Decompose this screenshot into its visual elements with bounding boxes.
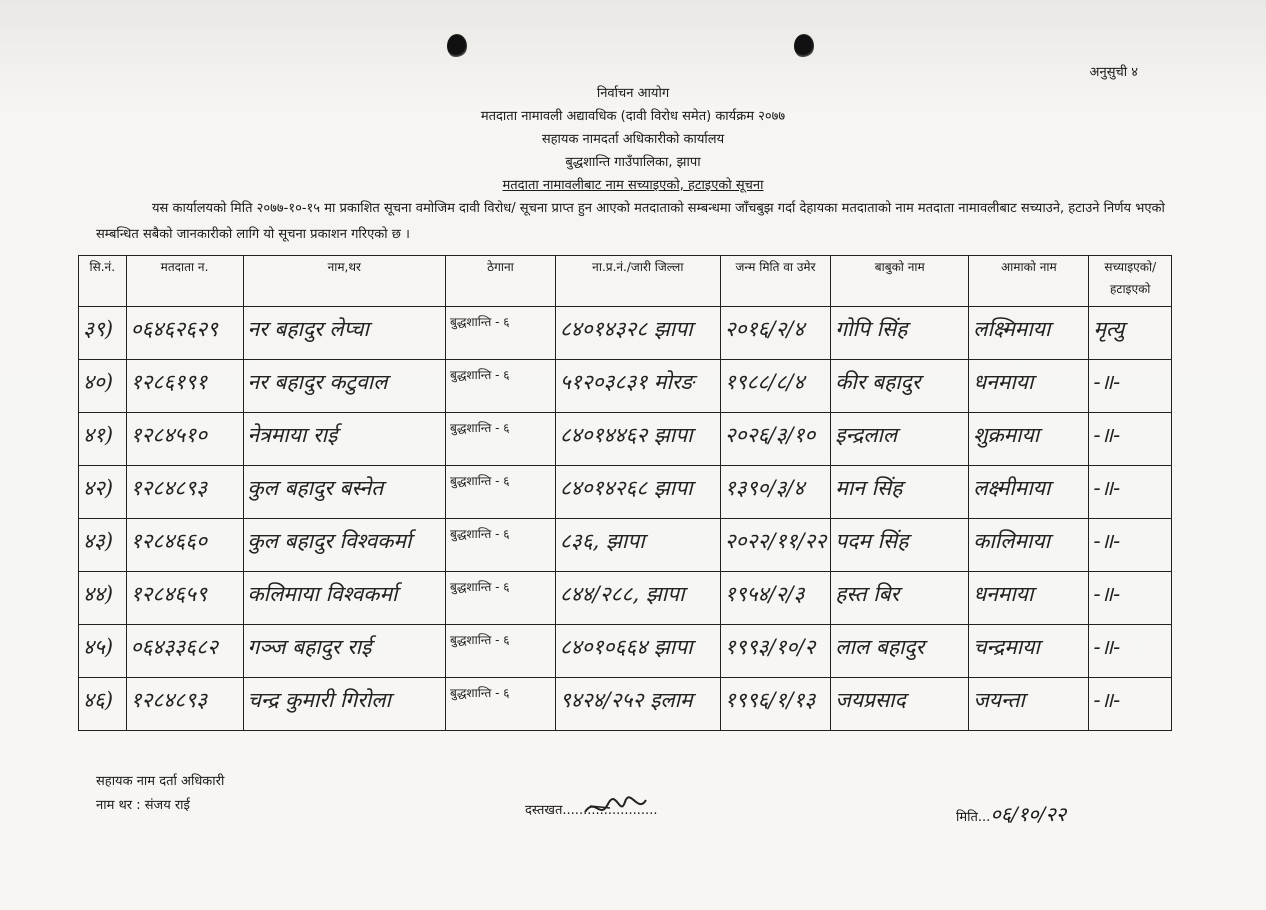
- cell-voter-no: १२८४८९३: [130, 688, 208, 712]
- header-name: नाम,थर: [243, 256, 445, 307]
- cell-action: -॥-: [1093, 370, 1121, 394]
- cell-citizenship: ५१२०३८३१ मोरङ: [559, 370, 694, 394]
- cell-citizenship: ९४२४/२५२ इलाम: [559, 688, 693, 712]
- cell-action: -॥-: [1093, 688, 1121, 712]
- cell-name: कुल बहादुर विश्वकर्मा: [247, 529, 412, 553]
- table-row: [79, 572, 1172, 625]
- cell-dob: १९८८/८/४: [724, 370, 805, 394]
- officer-title: सहायक नाम दर्ता अधिकारी: [96, 774, 225, 789]
- cell-action: -॥-: [1093, 635, 1121, 659]
- schedule-label: अनुसुची ४: [1089, 65, 1138, 80]
- cell-dob: १३९०/३/४: [724, 476, 805, 500]
- cell-sn: ४२): [83, 476, 114, 500]
- cell-sn: ३९): [83, 317, 114, 341]
- cell-dob: १९९३/१०/२: [724, 635, 816, 659]
- cell-sn: ४१): [83, 423, 114, 447]
- header-mother: आमाको नाम: [969, 256, 1089, 307]
- date-block: [956, 800, 1066, 827]
- header-citizenship: ना.प्र.नं./जारी जिल्ला: [555, 256, 720, 307]
- header-municipality: बुद्धशान्ति गाउँपालिका, झापा: [565, 155, 701, 170]
- cell-address: बुद्धशान्ति - ६: [449, 527, 510, 541]
- cell-voter-no: १२८४६६०: [130, 529, 208, 553]
- cell-address: बुद्धशान्ति - ६: [449, 421, 510, 435]
- cell-sn: ४६): [83, 688, 114, 712]
- cell-action: -॥-: [1093, 529, 1121, 553]
- table-row: [79, 519, 1172, 572]
- cell-name: नेत्रमाया राई: [247, 423, 338, 447]
- cell-sn: ४५): [83, 635, 114, 659]
- cell-citizenship: ८४०१४२६८ झापा: [559, 476, 693, 500]
- header-sn: सि.नं.: [79, 256, 127, 307]
- cell-father: गोपि सिंह: [835, 317, 908, 341]
- table-row: [79, 307, 1172, 360]
- punch-hole-right: [794, 34, 814, 58]
- cell-voter-no: १२८४६५९: [130, 582, 208, 606]
- officer-block: [96, 770, 224, 818]
- cell-address: बुद्धशान्ति - ६: [449, 315, 510, 329]
- cell-address: बुद्धशान्ति - ६: [449, 580, 510, 594]
- header-address: ठेगाना: [445, 256, 555, 307]
- cell-father: कीर बहादुर: [835, 370, 921, 394]
- cell-citizenship: ८४०१०६६४ झापा: [559, 635, 693, 659]
- cell-voter-no: १२८६१९१: [130, 370, 208, 394]
- cell-father: पदम सिंह: [835, 529, 909, 553]
- header-program: मतदाता नामावली अद्यावधिक (दावी विरोध समेत) कार्यक्रम २०७७: [480, 109, 786, 124]
- cell-name: नर बहादुर लेप्चा: [247, 317, 369, 341]
- header-action: सच्याइएको/ हटाइएको: [1089, 256, 1172, 307]
- cell-action: -॥-: [1093, 476, 1121, 500]
- cell-mother: शुक्रमाया: [973, 423, 1040, 447]
- header-office: सहायक नामदर्ता अधिकारीको कार्यालय: [541, 132, 725, 147]
- cell-voter-no: ०६४६२६२९: [130, 317, 218, 341]
- cell-father: हस्त बिर: [835, 582, 900, 606]
- cell-dob: १९५४/२/३: [724, 582, 805, 606]
- cell-mother: लक्ष्मिमाया: [973, 317, 1051, 341]
- cell-sn: ४०): [83, 370, 114, 394]
- cell-father: इन्द्रलाल: [835, 423, 898, 447]
- cell-name: गञ्ज बहादुर राई: [247, 635, 372, 659]
- cell-name: चन्द्र कुमारी गिरोला: [247, 688, 391, 712]
- header-commission: निर्वाचन आयोग: [596, 86, 670, 101]
- table-body: [79, 307, 1172, 731]
- cell-dob: २०२६/३/१०: [724, 423, 816, 447]
- cell-mother: लक्ष्मीमाया: [973, 476, 1051, 500]
- table-row: [79, 413, 1172, 466]
- signature-label: दस्तखत.......................: [525, 803, 658, 818]
- cell-name: नर बहादुर कटुवाल: [247, 370, 388, 394]
- cell-father: मान सिंह: [835, 476, 903, 500]
- date-value: ०६/१०/२२: [990, 802, 1067, 826]
- header-father: बाबुको नाम: [831, 256, 969, 307]
- cell-voter-no: ०६४३३६८२: [130, 635, 218, 659]
- table-header-row: [79, 256, 1172, 307]
- header-dob: जन्म मिति वा उमेर: [720, 256, 831, 307]
- cell-dob: २०१६/२/४: [724, 317, 805, 341]
- cell-action: -॥-: [1093, 582, 1121, 606]
- cell-citizenship: ८४४/२८८, झापा: [559, 582, 685, 606]
- table-row: [79, 360, 1172, 413]
- cell-mother: धनमाया: [973, 582, 1034, 606]
- cell-voter-no: १२८४८९३: [130, 476, 208, 500]
- cell-action: -॥-: [1093, 423, 1121, 447]
- cell-father: जयप्रसाद: [835, 688, 906, 712]
- header-notice-title: मतदाता नामावलीबाट नाम सच्याइएको, हटाइएको सूचना: [502, 178, 764, 193]
- date-label: मिति...: [956, 810, 991, 825]
- cell-mother: कालिमाया: [973, 529, 1051, 553]
- cell-name: कुल बहादुर बस्नेत: [247, 476, 384, 500]
- cell-sn: ४४): [83, 582, 114, 606]
- cell-address: बुद्धशान्ति - ६: [449, 686, 510, 700]
- cell-name: कलिमाया विश्वकर्मा: [247, 582, 398, 606]
- cell-mother: जयन्ता: [973, 688, 1025, 712]
- cell-action: मृत्यु: [1093, 317, 1125, 341]
- header-voter-no: मतदाता न.: [126, 256, 243, 307]
- cell-address: बुद्धशान्ति - ६: [449, 368, 510, 382]
- table-row: [79, 625, 1172, 678]
- cell-voter-no: १२८४५१०: [130, 423, 208, 447]
- voter-table: [78, 255, 1172, 731]
- cell-citizenship: ८३६, झापा: [559, 529, 645, 553]
- officer-name: नाम थर : संजय राई: [96, 798, 190, 813]
- document-header: [0, 82, 1266, 197]
- cell-citizenship: ८४०१४३२८ झापा: [559, 317, 693, 341]
- cell-dob: १९९६/१/१३: [724, 688, 816, 712]
- cell-dob: २०२२/११/२२: [724, 529, 827, 553]
- signature-mark: [580, 792, 650, 822]
- intro-paragraph: यस कार्यालयको मिति २०७७-१०-१५ मा प्रकाशित सूचना वमोजिम दावी विरोध/ सूचना प्राप्त हुन आएको मतदाताको सम्बन्धमा जाँचबुझ गर्दा देहायका मतदाताको नाम मतदाता नामावलीबाट सच्याउने, हटाउने निर्णय भएको सम्बन्धित सबैको जानकारीको लागि यो सूचना प्रकाशन गरिएको छ ।: [96, 201, 1165, 242]
- cell-citizenship: ८४०१४४६२ झापा: [559, 423, 693, 447]
- cell-mother: चन्द्रमाया: [973, 635, 1040, 659]
- cell-mother: धनमाया: [973, 370, 1034, 394]
- table-row: [79, 678, 1172, 731]
- cell-sn: ४३): [83, 529, 114, 553]
- cell-father: लाल बहादुर: [835, 635, 925, 659]
- cell-address: बुद्धशान्ति - ६: [449, 633, 510, 647]
- cell-address: बुद्धशान्ति - ६: [449, 474, 510, 488]
- table-row: [79, 466, 1172, 519]
- punch-hole-left: [447, 34, 467, 58]
